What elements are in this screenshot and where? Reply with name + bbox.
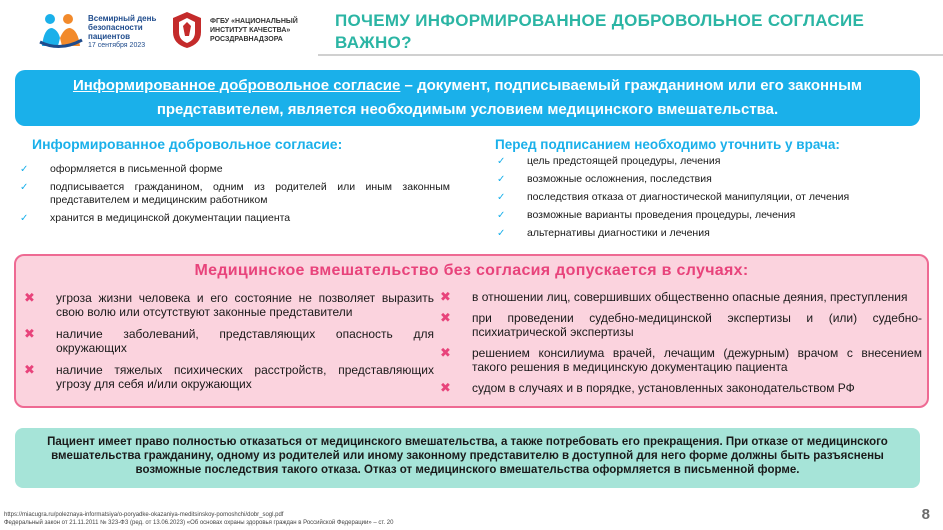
cross-icon: ✖ (440, 289, 451, 304)
list-item: ✖ в отношении лиц, совершивших общественно опасные деяния, преступления (440, 289, 908, 304)
left-section-heading: Информированное добровольное согласие: (32, 136, 343, 152)
list-item: ✓ хранится в медицинской документации пациента (20, 212, 291, 224)
list-item: ✖ наличие заболеваний, представляющих опасность для окружающих (24, 326, 434, 355)
list-item: ✖ при проведении судебно-медицинской экспертизы и (или) судебно-психиатрической экспертизы (440, 310, 922, 339)
header-divider (318, 54, 943, 56)
definition-box (15, 70, 920, 126)
cross-icon: ✖ (440, 310, 451, 325)
cross-icon: ✖ (440, 380, 451, 395)
list-item: ✓ последствия отказа от диагностической манипуляции, от лечения (497, 191, 850, 203)
law-reference: Федеральный закон от 21.11.2011 № 323-ФЗ (ред. от 13.06.2023) «Об основах охраны здоровья граждан в Российской Федерации» – ст. 20 (4, 520, 394, 526)
list-item: ✖ решением консилиума врачей, лечащим (дежурным) врачом с внесением такого решения в медицинскую документацию пациента (440, 345, 922, 374)
left-checklist (20, 163, 450, 230)
definition-term: Информированное добровольное согласие (72, 77, 401, 94)
patient-rights-note: Пациент имеет право полностью отказаться от медицинского вмешательства, а также потребовать его прекращения. При отказе от медицинского вмешательства гражданину, одному из родителей или иному законному представителю в доступной для него форме должны быть разъяснены возможные последствия такого отказа. Отказ от медицинского вмешательства оформляется в письменной форме. (15, 428, 920, 488)
institute-name: ФГБУ «НАЦИОНАЛЬНЫЙ ИНСТИТУТ КАЧЕСТВА» РОСЗДРАВНАДЗОРА (210, 18, 298, 43)
without-consent-right-list (440, 290, 922, 402)
patient-safety-day-title: Всемирный день безопасности пациентов 17 сентября 2023 (88, 14, 157, 49)
cross-icon: ✖ (24, 362, 35, 377)
cross-icon: ✖ (24, 290, 35, 305)
checkmark-icon: ✓ (497, 192, 506, 203)
cross-icon: ✖ (24, 326, 35, 341)
patient-safety-day-date: 17 сентября 2023 (88, 42, 146, 49)
list-item: ✓ возможные осложнения, последствия (497, 173, 712, 185)
list-item: ✓ цель предстоящей процедуры, лечения (497, 155, 721, 167)
cross-icon: ✖ (440, 345, 451, 360)
list-item: ✖ наличие тяжелых психических расстройств, представляющих угрозу для себя и/или окружающих (24, 362, 434, 391)
checkmark-icon: ✓ (497, 156, 506, 167)
emblem-logo (170, 10, 204, 50)
checkmark-icon: ✓ (497, 228, 506, 239)
page-title: ПОЧЕМУ ИНФОРМИРОВАННОЕ ДОБРОВОЛЬНОЕ СОГЛАСИЕ ВАЖНО? (335, 11, 865, 52)
checkmark-icon: ✓ (497, 210, 506, 221)
page-number: 8 (921, 506, 930, 523)
definition-text: документ, подписываемый гражданином или его законным представителем, является необходимым условием медицинского вмешательства. (156, 77, 863, 118)
list-item: ✖ судом в случаях и в порядке, установленных законодательством РФ (440, 380, 855, 395)
without-consent-left-list (24, 291, 434, 399)
without-consent-title: Медицинское вмешательство без согласия допускается в случаях: (194, 262, 749, 279)
list-item: ✓ альтернативы диагностики и лечения (497, 227, 710, 239)
checkmark-icon: ✓ (20, 182, 29, 193)
list-item: ✖ угроза жизни человека и его состояние не позволяет выразить свою волю или отсутствуют законные представители (24, 290, 434, 319)
list-item: ✓ оформляется в письменной форме (20, 163, 223, 175)
source-link[interactable]: https://miacugra.ru/poleznaya-informatsiya/o-poryadke-okazaniya-meditsinskoy-pomoshchi/dobr_sogl.pdf (4, 512, 284, 518)
definition-dash: – (400, 77, 418, 94)
right-checklist (497, 155, 917, 245)
list-item: ✓ подписывается гражданином, одним из родителей или иным законным представителем и медицинским работником (20, 181, 450, 206)
checkmark-icon: ✓ (497, 174, 506, 185)
checkmark-icon: ✓ (20, 164, 29, 175)
patient-safety-day-logo (38, 12, 84, 50)
checkmark-icon: ✓ (20, 213, 29, 224)
right-section-heading: Перед подписанием необходимо уточнить у врача: (495, 137, 840, 152)
list-item: ✓ возможные варианты проведения процедуры, лечения (497, 209, 796, 221)
